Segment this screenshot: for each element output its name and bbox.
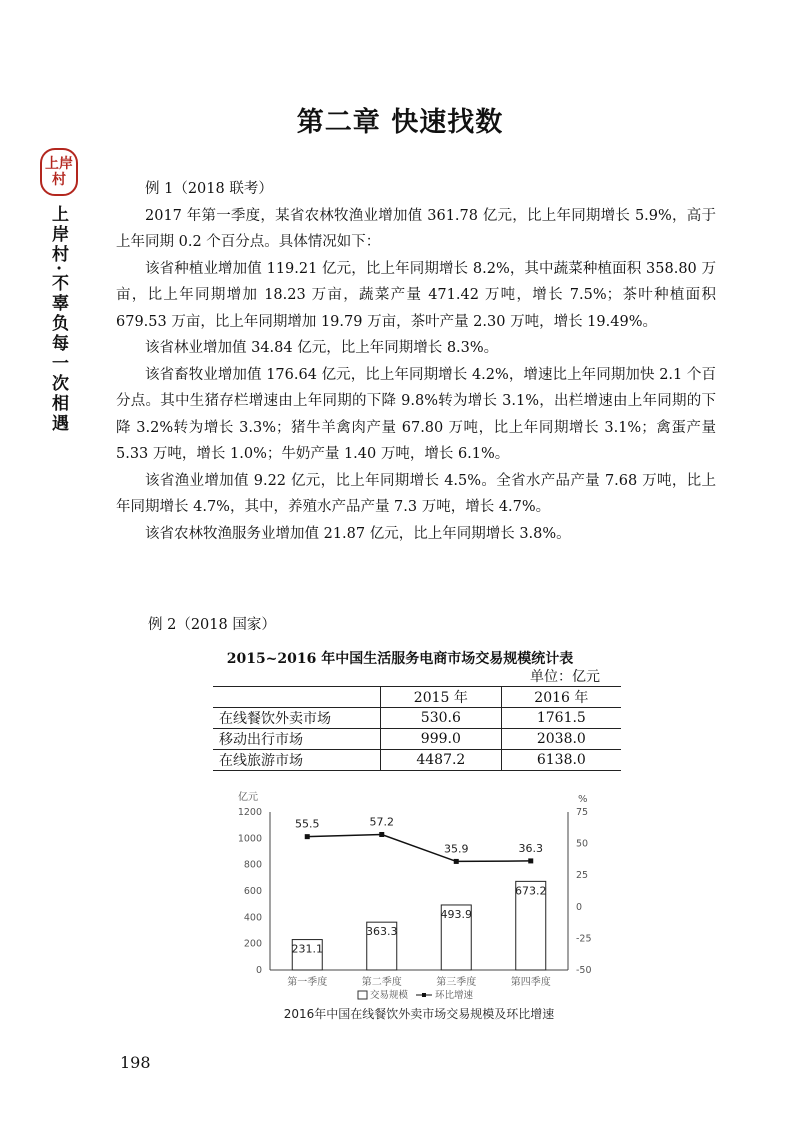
left-tick-label: 1200 <box>237 807 262 818</box>
table-cell: 在线旅游市场 <box>213 750 381 771</box>
right-tick-label: 50 <box>576 838 589 850</box>
right-tick-label: -25 <box>576 933 592 945</box>
seal-logo: 上岸 村 <box>40 148 78 196</box>
right-axis-label: % <box>578 794 588 805</box>
table-cell: 530.6 <box>381 708 502 729</box>
table-cell: 999.0 <box>381 729 502 750</box>
right-tick-label: 75 <box>576 807 589 818</box>
paragraph: 该省种植业增加值 119.21 亿元，比上年同期增长 8.2%，其中蔬菜种植面积 358.80 万亩，比上年同期增加 18.23 万亩，蔬菜产量 471.42 万吨，增长 7.5%；茶叶种植面积 679.53 万亩，比上年同期增加 19.79 万亩，茶叶产量 2.30 万吨，增长 19.49%。 <box>116 260 716 330</box>
paragraph: 2017 年第一季度，某省农林牧渔业增加值 361.78 亿元，比上年同期增长 5.9%，高于上年同期 0.2 个百分点。具体情况如下： <box>116 207 716 250</box>
table-header-row <box>213 687 621 708</box>
legend-line-marker <box>422 993 426 997</box>
table-unit: 单位：亿元 <box>530 669 600 685</box>
category-label: 第四季度 <box>510 977 551 988</box>
table-row <box>213 708 621 729</box>
bar-value-label: 673.2 <box>515 884 547 898</box>
table-cell: 在线餐饮外卖市场 <box>213 708 381 729</box>
category-label: 第一季度 <box>287 977 328 988</box>
bar-value-label: 493.9 <box>440 907 472 921</box>
example-1 <box>116 176 716 547</box>
paragraph: 该省林业增加值 34.84 亿元，比上年同期增长 8.3%。 <box>145 340 499 356</box>
paragraph: 该省渔业增加值 9.22 亿元，比上年同期增长 4.5%。全省水产品产量 7.68 万吨，比上年同期增长 4.7%，其中，养殖水产品产量 7.3 万吨，增长 4.7%。 <box>116 472 716 515</box>
table-cell: 1761.5 <box>501 708 621 729</box>
line-value-label: 55.5 <box>295 817 320 831</box>
left-tick-label: 800 <box>243 859 262 871</box>
bar-value-label: 363.3 <box>366 925 398 939</box>
left-tick-label: 1000 <box>237 833 262 845</box>
left-axis-label: 亿元 <box>238 792 258 803</box>
left-tick-label: 200 <box>243 938 262 950</box>
example-2-heading: 例 2（2018 国家） <box>148 617 276 633</box>
table-title: 2015~2016 年中国生活服务电商市场交易规模统计表 <box>226 651 574 667</box>
left-tick-label: 600 <box>243 886 262 897</box>
combo-chart <box>230 790 610 1030</box>
table-cell: 移动出行市场 <box>213 729 381 750</box>
paragraph: 该省畜牧业增加值 176.64 亿元，比上年同期增长 4.2%，增速比上年同期加快 2.1 个百分点。其中生猪存栏增速由上年同期的下降 9.8%转为增长 3.1%，出栏增速由上年同期的下降 3.2%转为增长 3.3%；猪牛羊禽肉产量 67.80 万吨，比上年同期增长 3.1%；禽蛋产量 5.33 万吨，增长 1.0%；牛奶产量 1.40 万吨，增长 6.1%。 <box>116 366 716 462</box>
chart-title: 2016年中国在线餐饮外卖市场交易规模及环比增速 <box>283 1007 555 1021</box>
line-point <box>528 858 533 863</box>
left-tick-label: 0 <box>255 965 262 976</box>
right-tick-label: 0 <box>576 901 583 913</box>
category-label: 第二季度 <box>361 977 402 988</box>
legend-bar-label: 交易规模 <box>370 990 409 1001</box>
line-value-label: 36.3 <box>518 841 543 855</box>
category-label: 第三季度 <box>436 977 477 988</box>
line-point <box>454 859 459 864</box>
line-point <box>379 832 384 837</box>
line-point <box>305 834 310 839</box>
stats-table <box>213 686 621 771</box>
right-tick-label: -50 <box>576 965 592 976</box>
example-1-heading: 例 1（2018 联考） <box>145 181 273 197</box>
line-value-label: 35.9 <box>444 842 469 856</box>
table-header-cell: 2016 年 <box>501 687 621 708</box>
chapter-title: 第二章 快速找数 <box>296 107 504 138</box>
left-tick-label: 400 <box>243 912 262 924</box>
paragraph: 该省农林牧渔服务业增加值 21.87 亿元，比上年同期增长 3.8%。 <box>145 525 571 542</box>
table-row <box>213 729 621 750</box>
growth-line <box>307 834 531 861</box>
line-value-label: 57.2 <box>369 815 394 829</box>
table-cell: 6138.0 <box>501 750 621 771</box>
side-slogan: 上岸村·不辜负每一次相遇 <box>48 205 68 434</box>
table-header-cell <box>213 687 381 708</box>
page-number: 198 <box>120 1053 151 1072</box>
legend-bar-swatch <box>358 991 367 999</box>
legend-line-label: 环比增速 <box>435 990 474 1001</box>
table-header-cell: 2015 年 <box>381 687 502 708</box>
bar-value-label: 231.1 <box>291 942 323 956</box>
right-tick-label: 25 <box>576 870 589 882</box>
table-cell: 2038.0 <box>501 729 621 750</box>
table-row <box>213 750 621 771</box>
table-cell: 4487.2 <box>381 750 502 771</box>
